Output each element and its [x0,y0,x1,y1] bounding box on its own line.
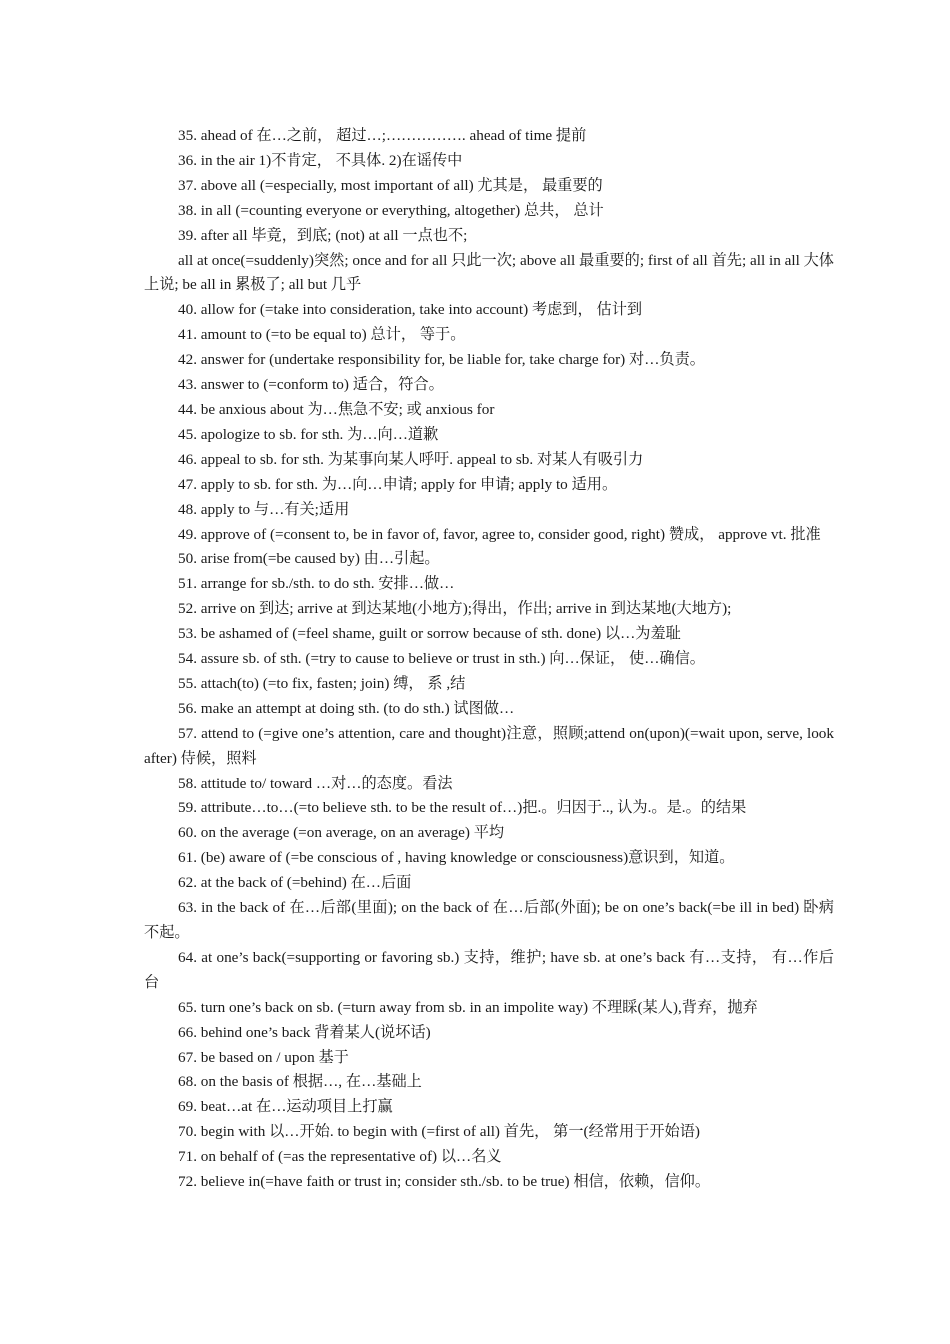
entry-39: 39. after all 毕竟，到底; (not) at all 一点也不; [178,226,468,244]
entry-57: 57. attend to (=give one’s attention, care and thought)注意，照顾;attend on(upon)(=wait upon, serve, look after) 侍候，照料 [144,724,834,767]
entry-39-continuation: all at once(=suddenly)突然; once and for all 只此一次; above all 最重要的; first of all 首先; all in all 大体上说; be all in 累极了; all but 几乎 [144,251,834,294]
entry-62: 62. at the back of (=behind) 在…后面 [178,874,412,892]
entry-72: 72. believe in(=have faith or trust in; consider sth./sb. to be true) 相信，依赖，信仰。 [178,1173,711,1191]
entry-59: 59. attribute…to…(=to believe sth. to be the result of…)把.。归因于.., 认为.。是.。的结果 [178,799,747,817]
entry-52: 52. arrive on 到达; arrive at 到达某地(小地方);得出，作出; arrive in 到达某地(大地方); [178,600,732,618]
document-page [144,124,834,1195]
entry-41: 41. amount to (=to be equal to) 总计， 等于。 [178,326,466,344]
entry-49: 49. approve of (=consent to, be in favor of, favor, agree to, consider good, right) 赞成， approve vt. 批准 [178,525,821,543]
entry-43: 43. answer to (=conform to) 适合，符合。 [178,376,444,394]
entry-54: 54. assure sb. of sth. (=try to cause to believe or trust in sth.) 向…保证， 使…确信。 [178,650,705,668]
entry-70: 70. begin with 以…开始. to begin with (=first of all) 首先， 第一(经常用于开始语) [178,1123,700,1141]
entry-50: 50. arise from(=be caused by) 由…引起。 [178,550,440,568]
entry-45: 45. apologize to sb. for sth. 为…向…道歉 [178,425,439,443]
entry-58: 58. attitude to/ toward …对…的态度。看法 [178,774,453,792]
entry-60: 60. on the average (=on average, on an average) 平均 [178,824,505,842]
entry-44: 44. be anxious about 为…焦急不安; 或 anxious for [178,400,495,418]
entry-63: 63. in the back of 在…后部(里面); on the back of 在…后部(外面); be on one’s back(=be ill in bed) 卧病不起。 [144,899,834,941]
entry-66: 66. behind one’s back 背着某人(说坏话) [178,1023,431,1041]
entry-65: 65. turn one’s back on sb. (=turn away from sb. in an impolite way) 不理睬(某人),背弃，抛弃 [178,998,758,1016]
entry-55: 55. attach(to) (=to fix, fasten; join) 缚， 系 ,结 [178,674,466,692]
entry-37: 37. above all (=especially, most important of all) 尤其是， 最重要的 [178,176,603,194]
entry-71: 71. on behalf of (=as the representative of) 以…名义 [178,1148,502,1166]
entry-51: 51. arrange for sb./sth. to do sth. 安排…做… [178,575,455,593]
entry-68: 68. on the basis of 根据…, 在…基础上 [178,1073,422,1091]
entry-48: 48. apply to 与…有关;适用 [178,500,350,518]
entry-38: 38. in all (=counting everyone or everything, altogether) 总共， 总计 [178,201,604,219]
entry-69: 69. beat…at 在…运动项目上打赢 [178,1098,393,1116]
entry-42: 42. answer for (undertake responsibility for, be liable for, take charge for) 对…负责。 [178,351,705,369]
entry-47: 47. apply to sb. for sth. 为…向…申请; apply for 申请; apply to 适用。 [178,475,618,493]
entry-56: 56. make an attempt at doing sth. (to do sth.) 试图做… [178,699,515,717]
entry-67: 67. be based on / upon 基于 [178,1048,349,1066]
entry-46: 46. appeal to sb. for sth. 为某事向某人呼吁. appeal to sb. 对某人有吸引力 [178,450,644,468]
entry-61: 61. (be) aware of (=be conscious of , having knowledge or consciousness)意识到，知道。 [178,849,735,867]
entry-53: 53. be ashamed of (=feel shame, guilt or sorrow because of sth. done) 以…为羞耻 [178,625,681,643]
entry-36: 36. in the air 1)不肯定， 不具体. 2)在谣传中 [178,151,463,169]
entry-64: 64. at one’s back(=supporting or favoring sb.) 支持，维护; have sb. at one’s back 有…支持， 有…作后台 [144,948,834,991]
entry-40: 40. allow for (=take into consideration, take into account) 考虑到， 估计到 [178,301,643,319]
entry-35: 35. ahead of 在…之前， 超过…;……………. ahead of time 提前 [178,127,587,144]
